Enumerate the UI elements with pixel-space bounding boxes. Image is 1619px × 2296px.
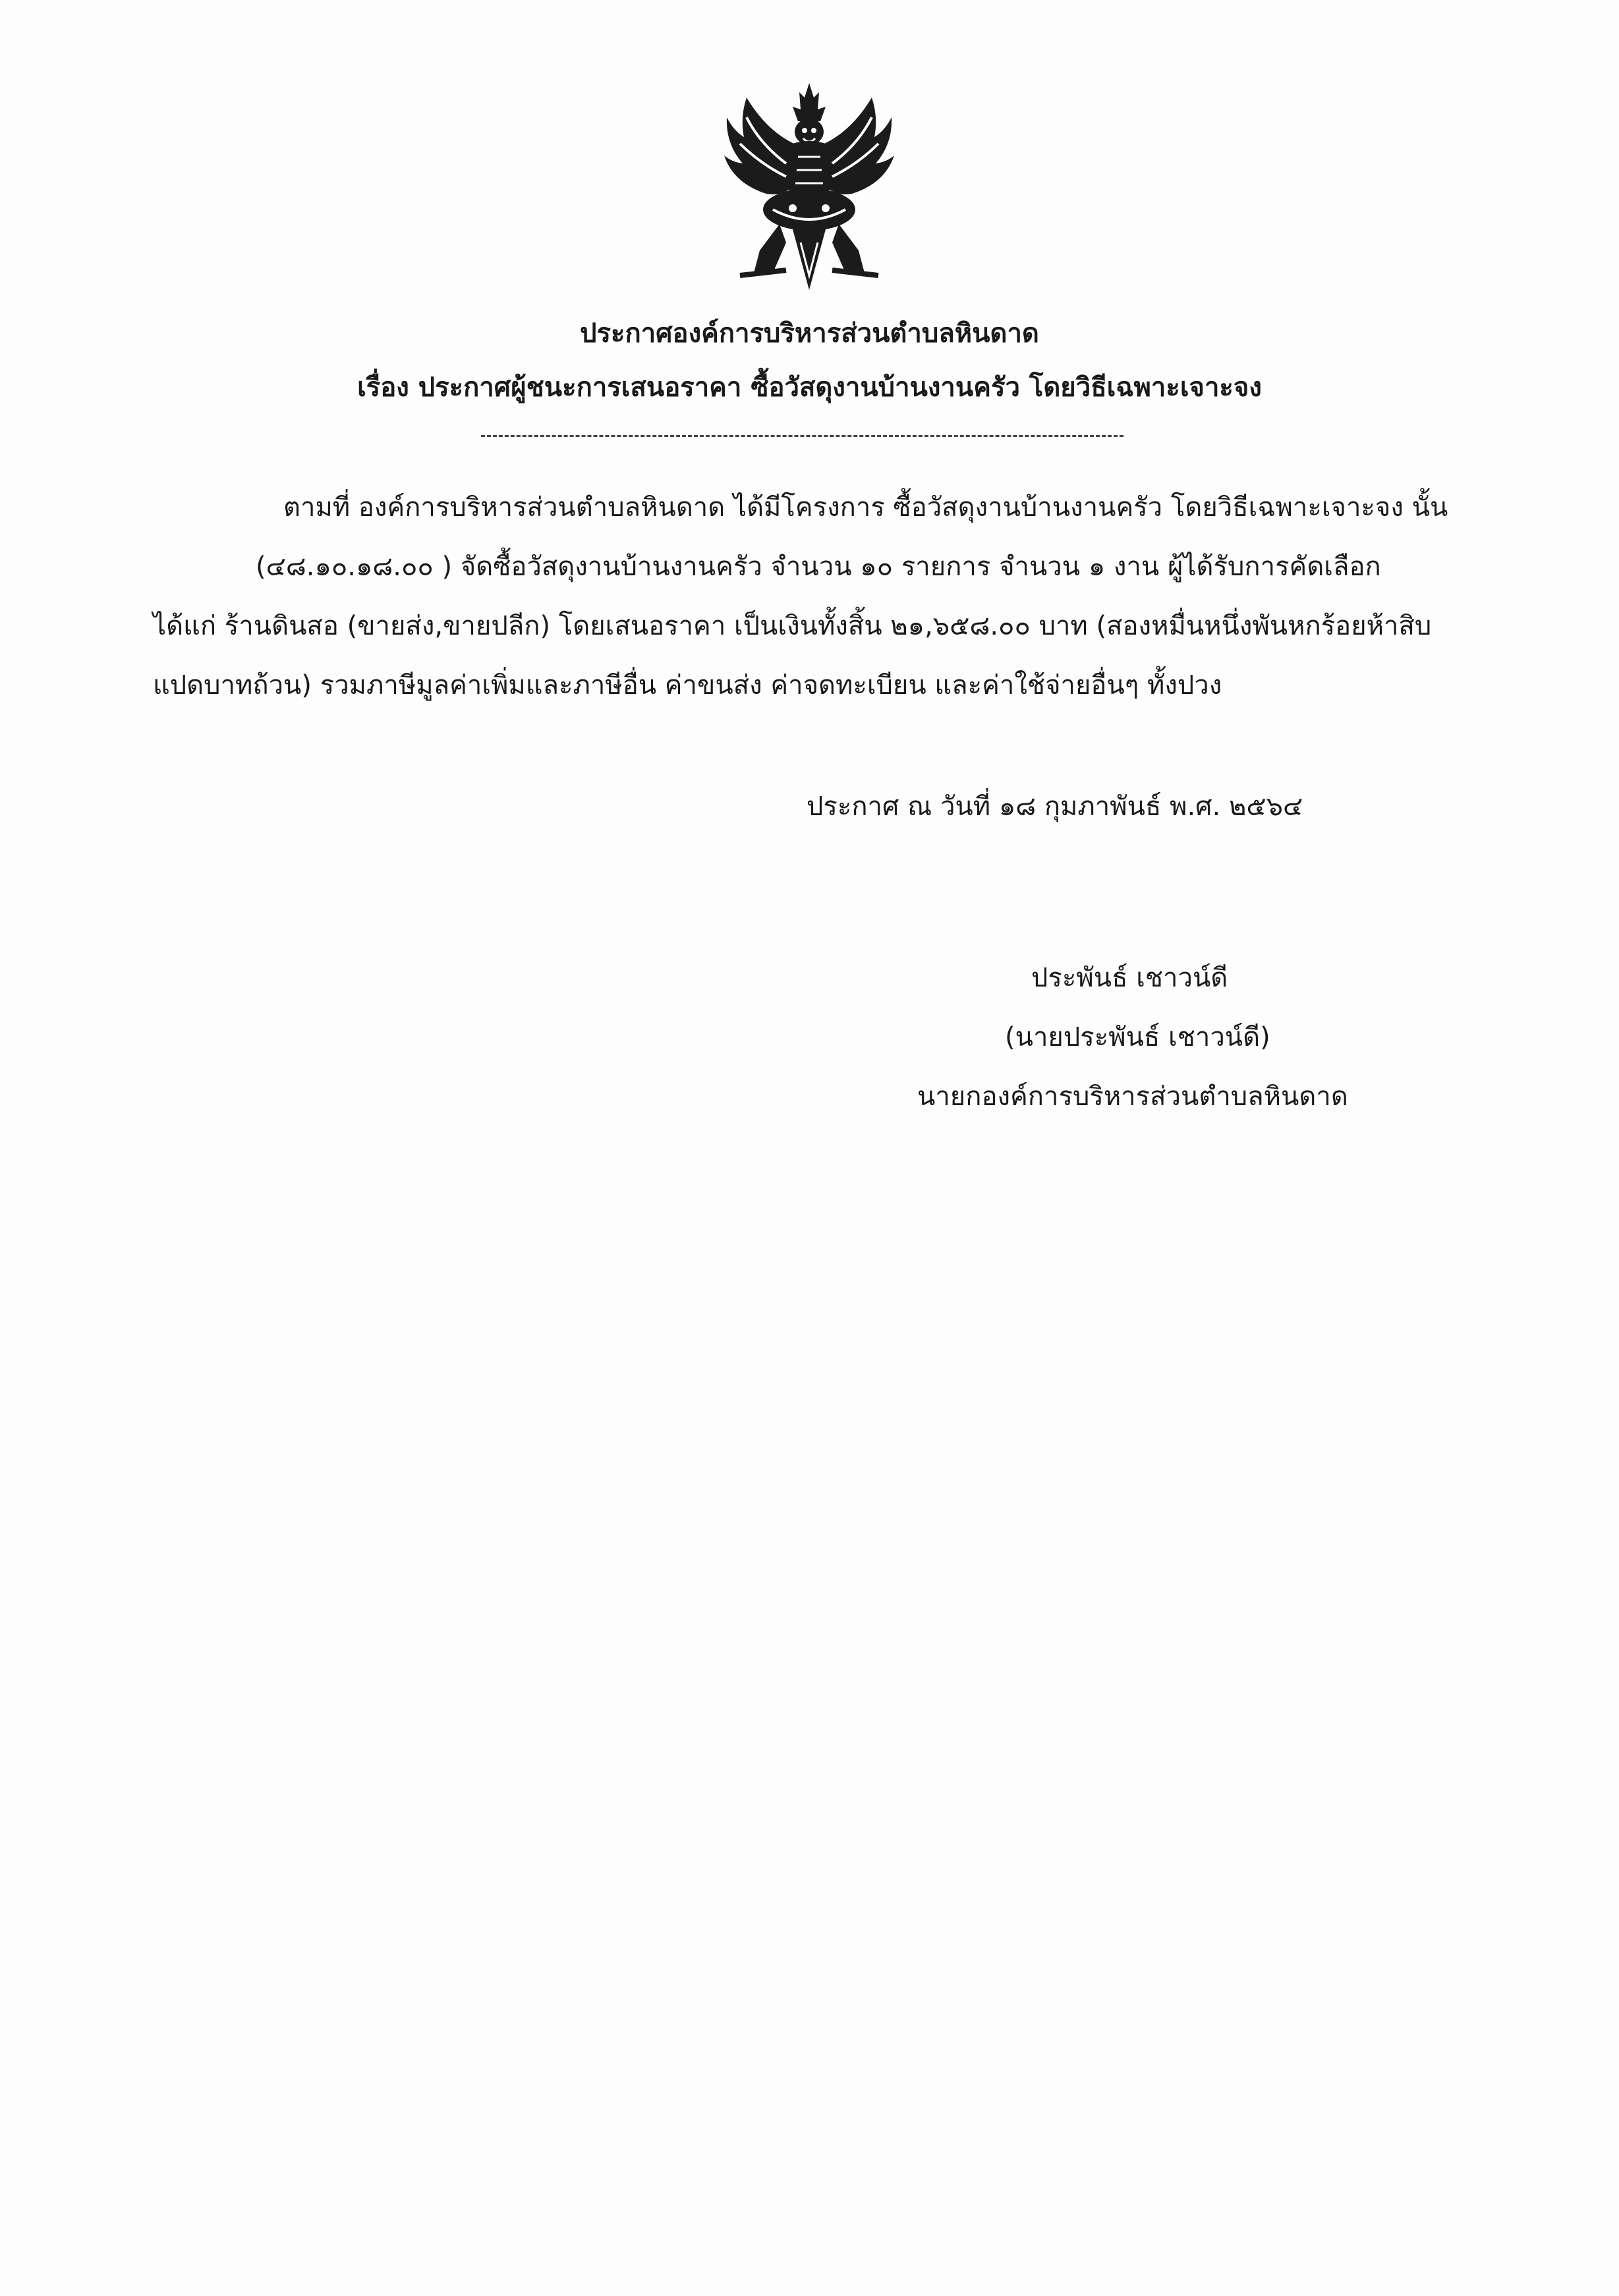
document-subject: เรื่อง ประกาศผู้ชนะการเสนอราคา ซื้อวัสดุงานบ้านงานครัว โดยวิธีเฉพาะเจาะจง: [357, 372, 1262, 403]
body-line: (๔๘.๑๐.๑๘.๐๐ ) จัดซื้อวัสดุงานบ้านงานครัว จำนวน ๑๐ รายการ จำนวน ๑ งาน ผู้ได้รับการคัดเลือก: [256, 552, 1381, 582]
signatory-position: นายกองค์การบริหารส่วนตำบลหินดาด: [917, 1081, 1348, 1112]
body-line: ได้แก่ ร้านดินสอ (ขายส่ง,ขายปลีก) โดยเสนอราคา เป็นเงินทั้งสิ้น ๒๑,๖๕๘.๐๐ บาท (สองหมื่นหนึ่งพันหกร้อยห้าสิบ: [153, 611, 1432, 641]
body-line: แปดบาทถ้วน) รวมภาษีมูลค่าเพิ่มและภาษีอื่น ค่าขนส่ง ค่าจดทะเบียน และค่าใช้จ่ายอื่นๆ ทั้งปวง: [153, 670, 1222, 701]
divider: [481, 435, 1123, 437]
garuda-emblem-icon: [720, 78, 898, 295]
body-line: ตามที่ องค์การบริหารส่วนตำบลหินดาด ได้มีโครงการ ซื้อวัสดุงานบ้านงานครัว โดยวิธีเฉพาะเจาะจง นั้น: [283, 492, 1448, 523]
announcement-date: ประกาศ ณ วันที่ ๑๘ กุมภาพันธ์ พ.ศ. ๒๕๖๔: [807, 791, 1303, 822]
signature-name: ประพันธ์ เชาวน์ดี: [1031, 963, 1228, 993]
signatory-full-name: (นายประพันธ์ เชาวน์ดี): [1005, 1022, 1270, 1052]
document-title: ประกาศองค์การบริหารส่วนตำบลหินดาด: [580, 318, 1039, 349]
